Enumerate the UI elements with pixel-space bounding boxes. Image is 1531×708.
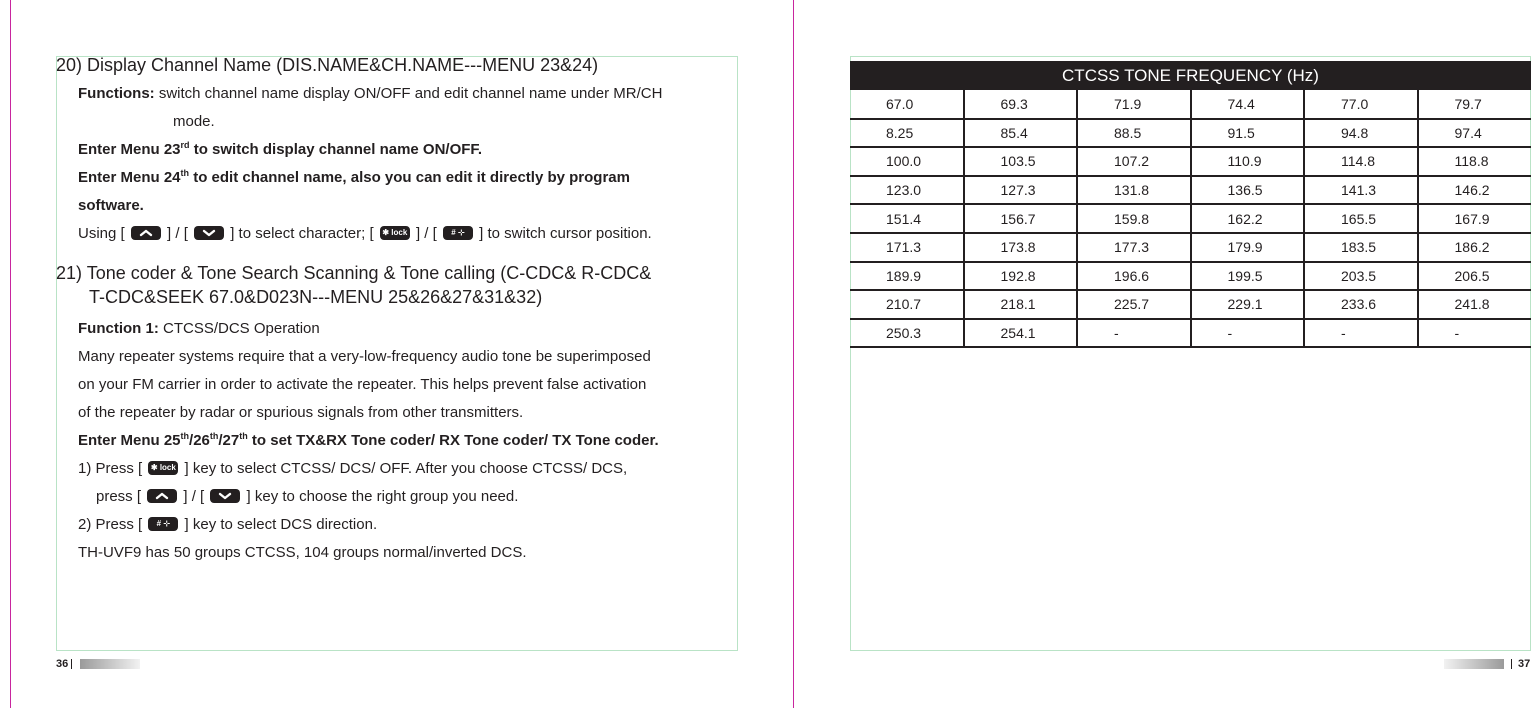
tone-cell: 127.3 (964, 176, 1078, 205)
using-text-3: ] to select character; [ (230, 225, 374, 242)
step-1-line (78, 460, 627, 478)
page-gutter-line (793, 0, 794, 708)
tone-cell: 241.8 (1418, 290, 1531, 319)
tone-cell: 71.9 (1077, 90, 1191, 119)
menu-25-desc: to set TX&RX Tone coder/ RX Tone coder/ TX Tone coder. (251, 432, 659, 449)
step-1c-text-3: ] key to choose the right group you need. (246, 488, 519, 505)
table-row (850, 233, 1531, 262)
using-line (78, 225, 652, 243)
star-lock-key-icon: ✱ lock (148, 461, 178, 475)
hash-key-icon: # ⊹ (443, 226, 473, 240)
tone-cell: 167.9 (1418, 204, 1531, 233)
tone-cell: 177.3 (1077, 233, 1191, 262)
folio-bar-right (1444, 659, 1504, 669)
tone-cell: 131.8 (1077, 176, 1191, 205)
section-21-heading-line-2: T-CDC&SEEK 67.0&D023N---MENU 25&26&27&31&32) (89, 287, 543, 307)
functions-line (78, 85, 662, 103)
menu-25-line (78, 432, 659, 450)
tone-cell: 136.5 (1191, 176, 1305, 205)
table-row (850, 176, 1531, 205)
tone-cell: 229.1 (1191, 290, 1305, 319)
function-1-text: CTCSS/DCS Operation (163, 320, 320, 337)
tone-cell: - (1304, 319, 1418, 348)
tone-cell: - (1191, 319, 1305, 348)
up-arrow-key-icon (147, 489, 177, 503)
tone-cell: 69.3 (964, 90, 1078, 119)
tone-cell: 183.5 (1304, 233, 1418, 262)
tone-cell: 118.8 (1418, 147, 1531, 176)
tone-cell: 165.5 (1304, 204, 1418, 233)
using-text-4: ] / [ (415, 225, 437, 242)
tone-cell: 88.5 (1077, 119, 1191, 148)
section-20-heading: 20) Display Channel Name (DIS.NAME&CH.NAME---MENU 23&24) (56, 55, 599, 75)
down-arrow-key-icon (210, 489, 240, 503)
tone-cell: - (1418, 319, 1531, 348)
menu-23-desc: to switch display channel name ON/OFF. (193, 141, 483, 158)
ctcss-tone-table (850, 90, 1531, 348)
menu-25-sup: th (180, 431, 190, 441)
paragraph-line-1: Many repeater systems require that a very-low-frequency audio tone be superimposed (78, 348, 651, 365)
hash-key-icon: # ⊹ (148, 517, 178, 531)
step-1-text-2: ] key to select CTCSS/ DCS/ OFF. After you choose CTCSS/ DCS, (184, 460, 628, 477)
down-arrow-key-icon (194, 226, 224, 240)
tone-cell: 146.2 (1418, 176, 1531, 205)
tone-cell: 151.4 (850, 204, 964, 233)
step-2-line (78, 516, 377, 534)
tone-cell: 196.6 (1077, 262, 1191, 291)
tone-cell: 171.3 (850, 233, 964, 262)
menu-27-sup: th (239, 431, 248, 441)
tone-cell: 8.25 (850, 119, 964, 148)
table-row (850, 204, 1531, 233)
tone-cell: 210.7 (850, 290, 964, 319)
tone-cell: 141.3 (1304, 176, 1418, 205)
tone-cell: 162.2 (1191, 204, 1305, 233)
tone-cell: 123.0 (850, 176, 964, 205)
menu-25-text: Enter Menu 25 (78, 432, 181, 449)
menu-24-sup: th (180, 168, 190, 178)
tone-cell: 206.5 (1418, 262, 1531, 291)
tone-cell: 225.7 (1077, 290, 1191, 319)
step-1c-text-1: press [ (96, 488, 142, 505)
table-row (850, 262, 1531, 291)
page-number-right: 37 (1518, 658, 1531, 670)
menu-23-sup: rd (180, 140, 190, 150)
up-arrow-key-icon (131, 226, 161, 240)
step-2-text-2: ] key to select DCS direction. (184, 516, 378, 533)
section-20 (56, 55, 756, 76)
functions-text: switch channel name display ON/OFF and edit channel name under MR/CH (158, 85, 663, 102)
tone-cell: 192.8 (964, 262, 1078, 291)
tone-cell: 173.8 (964, 233, 1078, 262)
page-number-left: 36 (56, 658, 69, 670)
tone-cell: 67.0 (850, 90, 964, 119)
tone-cell: 79.7 (1418, 90, 1531, 119)
tone-cell: 186.2 (1418, 233, 1531, 262)
tone-cell: 94.8 (1304, 119, 1418, 148)
menu-24-text: Enter Menu 24 (78, 169, 181, 186)
using-text-1: Using [ (78, 225, 125, 242)
tone-cell: 114.8 (1304, 147, 1418, 176)
function-1-label: Function 1: (78, 320, 159, 337)
star-lock-key-icon: ✱ lock (380, 226, 410, 240)
using-text-2: ] / [ (167, 225, 188, 242)
tone-cell: 91.5 (1191, 119, 1305, 148)
table-row (850, 119, 1531, 148)
step-1-continued-line (96, 488, 518, 506)
tone-cell: 179.9 (1191, 233, 1305, 262)
tone-cell: 203.5 (1304, 262, 1418, 291)
page-edge-left (10, 0, 11, 708)
tone-cell: 156.7 (964, 204, 1078, 233)
tone-cell: 100.0 (850, 147, 964, 176)
menu-24-line (78, 169, 630, 187)
tone-cell: 103.5 (964, 147, 1078, 176)
table-row (850, 290, 1531, 319)
tone-cell: 233.6 (1304, 290, 1418, 319)
tone-cell: 97.4 (1418, 119, 1531, 148)
function-1-line (78, 320, 320, 338)
step-1c-text-2: ] / [ (183, 488, 205, 505)
tone-cell: 107.2 (1077, 147, 1191, 176)
tone-cell: 254.1 (964, 319, 1078, 348)
menu-24-line-2: software. (78, 197, 144, 214)
table-row (850, 90, 1531, 119)
menu-27-text: /27 (218, 432, 240, 449)
paragraph-line-2: on your FM carrier in order to activate the repeater. This helps prevent false activation (78, 376, 647, 393)
table-row (850, 147, 1531, 176)
section-21-heading (56, 263, 651, 308)
menu-23-text: Enter Menu 23 (78, 141, 181, 158)
tone-cell: - (1077, 319, 1191, 348)
tone-cell: 199.5 (1191, 262, 1305, 291)
summary-line: TH-UVF9 has 50 groups CTCSS, 104 groups normal/inverted DCS. (78, 544, 527, 561)
functions-line-2: mode. (173, 113, 215, 130)
folio-divider-right (1511, 659, 1512, 669)
section-21-heading-line-1: 21) Tone coder & Tone Search Scanning & Tone calling (C-CDC& R-CDC& (56, 263, 652, 283)
menu-23-line (78, 141, 482, 159)
step-2-text-1: 2) Press [ (78, 516, 143, 533)
table-row (850, 319, 1531, 348)
tone-cell: 77.0 (1304, 90, 1418, 119)
step-1-text-1: 1) Press [ (78, 460, 143, 477)
tone-cell: 74.4 (1191, 90, 1305, 119)
table-title: CTCSS TONE FREQUENCY (Hz) (850, 61, 1531, 90)
tone-cell: 218.1 (964, 290, 1078, 319)
folio-divider-left (71, 659, 72, 669)
menu-26-text: /26 (189, 432, 210, 449)
menu-24-desc: to edit channel name, also you can edit it directly by program (193, 169, 630, 186)
tone-cell: 85.4 (964, 119, 1078, 148)
menu-26-sup: th (209, 431, 219, 441)
using-text-5: ] to switch cursor position. (479, 225, 652, 242)
tone-cell: 110.9 (1191, 147, 1305, 176)
folio-bar-left (80, 659, 140, 669)
tone-cell: 159.8 (1077, 204, 1191, 233)
paragraph-line-3: of the repeater by radar or spurious signals from other transmitters. (78, 404, 524, 421)
functions-label: Functions: (78, 85, 155, 102)
tone-cell: 189.9 (850, 262, 964, 291)
tone-cell: 250.3 (850, 319, 964, 348)
